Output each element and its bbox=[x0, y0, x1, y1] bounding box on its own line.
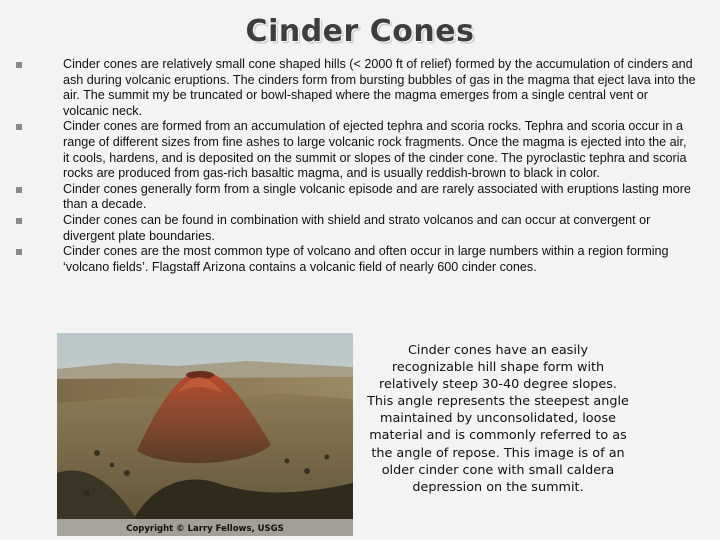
cinder-cone-photo bbox=[57, 333, 353, 536]
bullet-text: Cinder cones are the most common type of volcano and often occur in large numbers within a region forming ‘volcano fields’. Flagstaff Arizona contains a volcanic field of nearly 600 cinder cones. bbox=[63, 244, 669, 274]
bullet-item bbox=[16, 213, 696, 244]
bullet-item bbox=[16, 182, 696, 213]
bullet-item bbox=[16, 244, 696, 275]
bullet-text: Cinder cones generally form from a single volcanic episode and are rarely associated with eruptions lasting more than a decade. bbox=[63, 181, 691, 212]
bullet-square-icon bbox=[16, 124, 22, 130]
bullet-text: Cinder cones can be found in combination with shield and strato volcanos and can occur at convergent or divergent plate boundaries. bbox=[63, 212, 651, 243]
bullet-item bbox=[16, 119, 696, 181]
photo-credit: Copyright © Larry Fellows, USGS bbox=[126, 524, 284, 534]
bullet-text: Cinder cones are formed from an accumulation of ejected tephra and scoria rocks. Tephra and scoria occur in a range of different sizes from fine ashes to large volcanic rock fragments. Once the magma is ejected into the air, it cools, hardens, and is deposited on the summit or slopes of the cinder cone. The pyroclastic tephra and scoria rocks are produced from gas-rich basaltic magma, and is usually reddish-brown to black in color. bbox=[63, 119, 687, 181]
photo-caption: Cinder cones have an easily recognizable hill shape form with relatively steep 30-40 degree slopes. This angle represents the steepest angle maintained by unconsolidated, loose material and is commonly referred to as the angle of repose. This image is of an older cinder cone with small caldera depression on the summit. bbox=[367, 343, 629, 495]
bullet-square-icon bbox=[16, 218, 22, 224]
bullet-text: Cinder cones are relatively small cone shaped hills (< 2000 ft of relief) formed by the accumulation of cinders and ash during volcanic eruptions. The cinders form from bursting bubbles of gas in the magma that eject lava into the air. The summit my be truncated or bowl-shaped where the magma emerges from a single central vent or volcanic neck. bbox=[63, 57, 696, 118]
slide-title: Cinder Cones bbox=[245, 14, 475, 49]
bullet-list bbox=[16, 57, 696, 275]
cinder-cone-illustration bbox=[57, 333, 353, 536]
bullet-square-icon bbox=[16, 62, 22, 68]
bullet-item bbox=[16, 57, 696, 119]
bullet-square-icon bbox=[16, 249, 22, 255]
bullet-square-icon bbox=[16, 187, 22, 193]
